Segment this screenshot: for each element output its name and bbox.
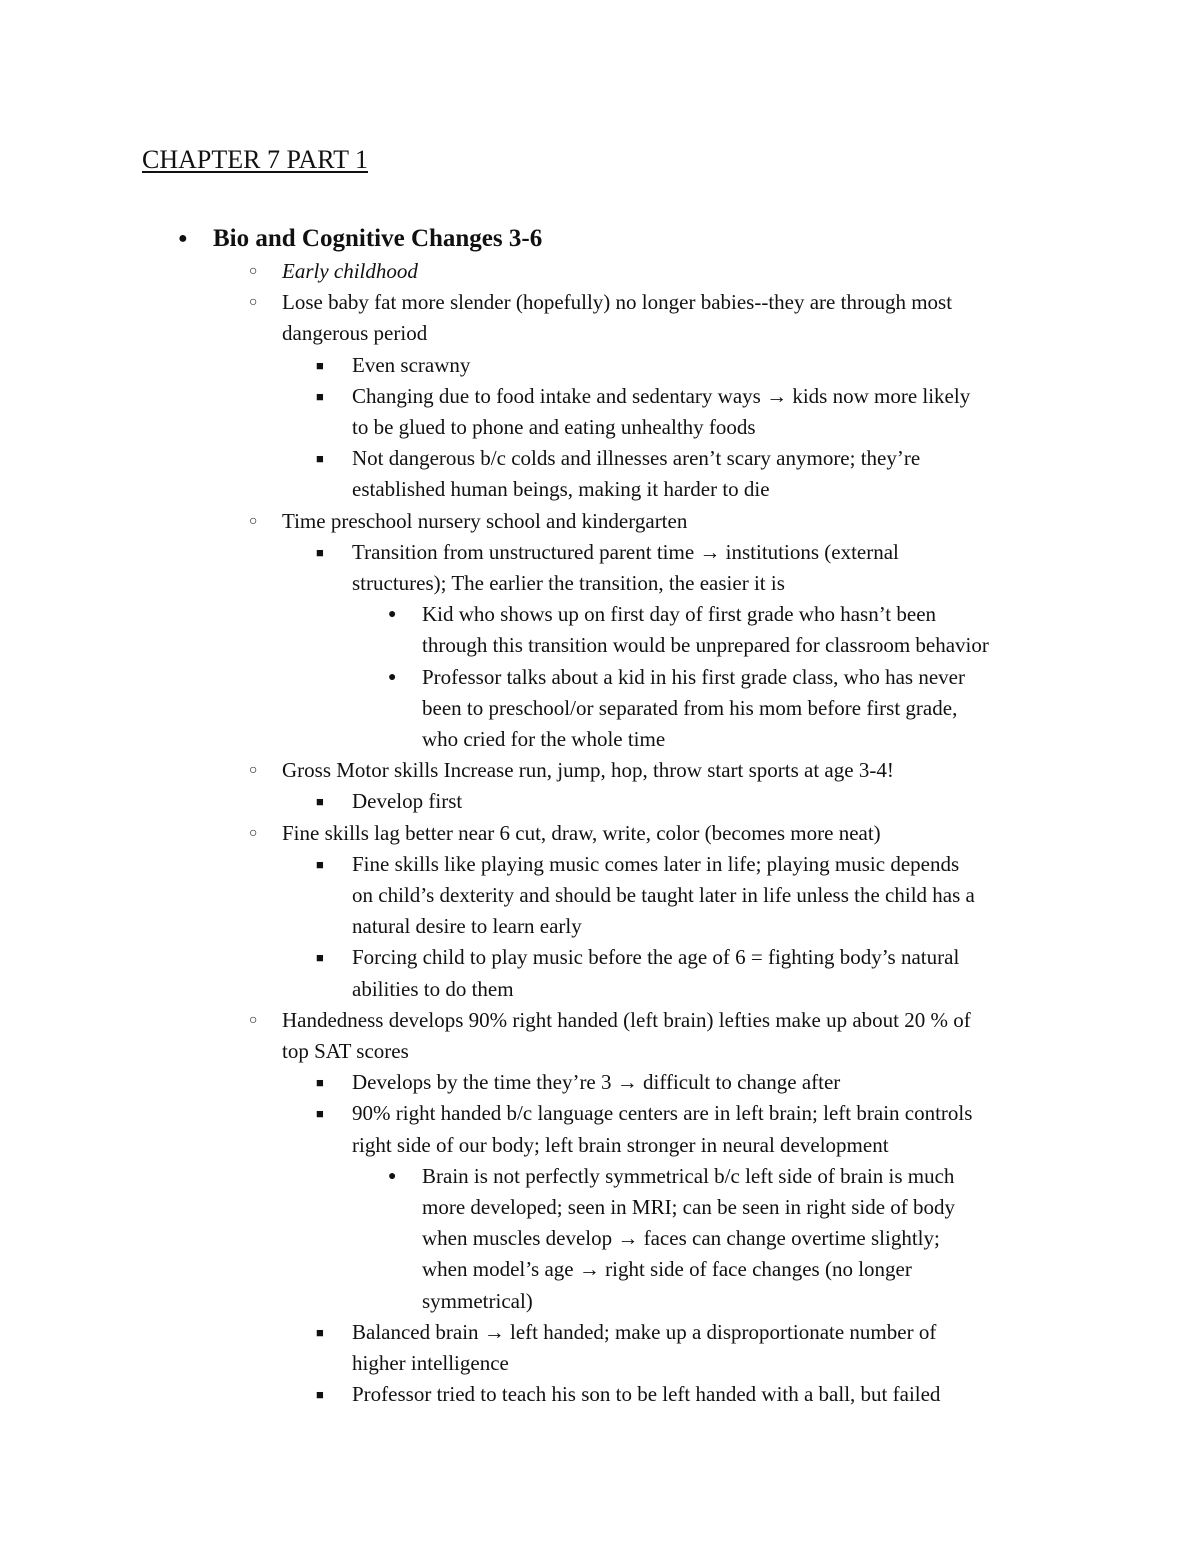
list-bullet: ■ <box>316 1075 324 1091</box>
list-item-text: Time preschool nursery school and kindergarten <box>282 508 688 533</box>
list-bullet: ■ <box>316 357 324 373</box>
list-item-text: symmetrical) <box>422 1288 533 1313</box>
list-item-text: when model’s age → right side of face changes (no longer <box>422 1257 912 1282</box>
list-bullet: ● <box>388 1168 397 1184</box>
list-item-text: when muscles develop → faces can change overtime slightly; <box>422 1226 940 1251</box>
section-heading <box>178 222 878 256</box>
list-item-text: top SAT scores <box>282 1039 409 1063</box>
list-item-text: Professor tried to teach his son to be left handed with a ball, but failed <box>352 1382 941 1407</box>
list-item-text: to be glued to phone and eating unhealthy foods <box>352 415 756 439</box>
heading-bullet: ● <box>178 230 188 247</box>
list-item-text: natural desire to learn early <box>352 914 582 939</box>
list-item-text: Fine skills like playing music comes later in life; playing music depends <box>352 851 960 876</box>
list-item-text: right side of our body; left brain stronger in neural development <box>352 1132 889 1157</box>
list-item-text: Gross Motor skills Increase run, jump, hop, throw start sports at age 3-4! <box>282 758 894 783</box>
list-item-text: Brain is not perfectly symmetrical b/c left side of brain is much <box>422 1163 955 1188</box>
list-item-text: Changing due to food intake and sedentary ways → kids now more likely <box>352 383 971 408</box>
list-bullet: ■ <box>316 451 324 467</box>
list-bullet: ■ <box>316 856 324 872</box>
list-bullet: ● <box>388 669 397 685</box>
list-item-text: on child’s dexterity and should be taught later in life unless the child has a <box>352 883 975 907</box>
section-heading-text: Bio and Cognitive Changes 3-6 <box>213 225 543 252</box>
list-bullet: ○ <box>249 763 258 779</box>
list-bullet: ○ <box>249 1012 258 1028</box>
list-bullet: ■ <box>316 950 324 966</box>
list-item-text: Handedness develops 90% right handed (left brain) lefties make up about 20 % of <box>282 1007 971 1032</box>
list-bullet: ■ <box>316 1324 324 1340</box>
list-item-text: Not dangerous b/c colds and illnesses aren’t scary anymore; they’re <box>352 446 921 471</box>
list-item-text: 90% right handed b/c language centers are in left brain; left brain controls <box>352 1101 973 1126</box>
list-bullet: ■ <box>316 388 324 404</box>
list-item-text: through this transition would be unprepared for classroom behavior <box>422 633 989 658</box>
list-item-text: Kid who shows up on first day of first grade who hasn’t been <box>422 602 937 627</box>
list-bullet: ○ <box>249 295 258 311</box>
page-title: CHAPTER 7 PART 1 <box>142 145 369 174</box>
list-item-text: structures); The earlier the transition, the easier it is <box>352 571 785 595</box>
list-item-text: Lose baby fat more slender (hopefully) no longer babies--they are through most <box>282 290 953 315</box>
list-item-text: Balanced brain → left handed; make up a disproportionate number of <box>352 1319 937 1344</box>
list-item-text: been to preschool/or separated from his mom before first grade, <box>422 695 958 720</box>
list-bullet: ○ <box>249 825 258 841</box>
list-item-text: higher intelligence <box>352 1351 509 1375</box>
list-item-text: Develop first <box>352 789 463 814</box>
list-bullet: ○ <box>249 264 258 279</box>
list-item-text: Fine skills lag better near 6 cut, draw, write, color (becomes more neat) <box>282 820 881 845</box>
list-bullet: ○ <box>249 513 258 529</box>
list-item-text: Transition from unstructured parent time → institutions (external <box>352 539 899 564</box>
list-item-text: Develops by the time they’re 3 → difficult to change after <box>352 1070 841 1095</box>
list-item-text: dangerous period <box>282 321 428 346</box>
list-item-text: Professor talks about a kid in his first grade class, who has never <box>422 664 965 689</box>
list-item-text: abilities to do them <box>352 976 514 1001</box>
list-item-text: Forcing child to play music before the age of 6 = fighting body’s natural <box>352 945 960 970</box>
list-bullet: ■ <box>316 1387 324 1403</box>
list-item-text: Even scrawny <box>352 352 471 377</box>
list-bullet: ■ <box>316 1106 324 1122</box>
list-bullet: ● <box>388 607 397 623</box>
list-item-text: established human beings, making it harder to die <box>352 477 770 502</box>
list-bullet: ■ <box>316 794 324 810</box>
list-item-text: more developed; seen in MRI; can be seen in right side of body <box>422 1195 956 1219</box>
list-item-text: who cried for the whole time <box>422 727 666 751</box>
list-item-text: Early childhood <box>282 259 418 283</box>
list-bullet: ■ <box>316 544 324 560</box>
